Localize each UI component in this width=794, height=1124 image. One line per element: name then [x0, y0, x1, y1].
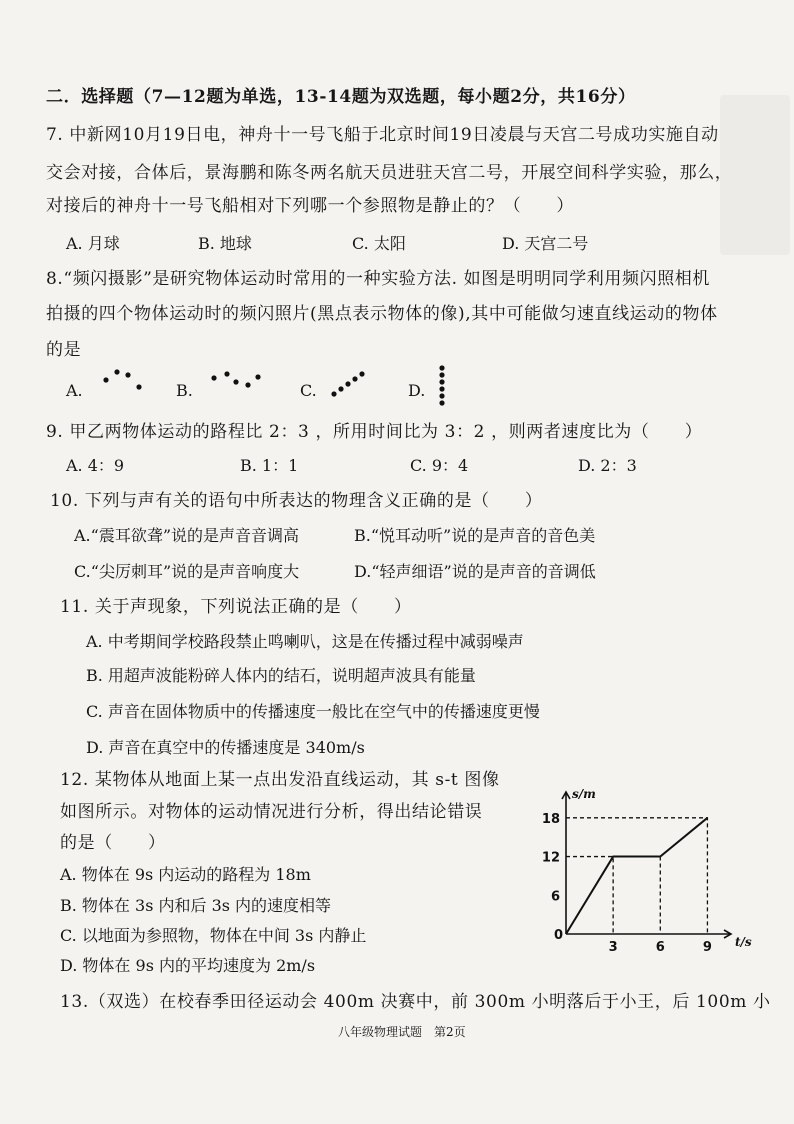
q8-strobe-b [206, 366, 276, 396]
q7-line-2: 交会对接，合体后，景海鹏和陈冬两名航天员进驻天宫二号，开展空间科学实验，那么， [46, 163, 733, 183]
q7-option-d[interactable]: D. 天宫二号 [502, 234, 589, 253]
s-t-series-line [566, 818, 707, 934]
q11-option-c[interactable]: C. 声音在固体物质中的传播速度一般比在空气中的传播速度更慢 [86, 702, 540, 721]
strobe-dot [114, 369, 119, 374]
q9-option-d[interactable]: D. 2：3 [578, 456, 637, 475]
q9-option-b[interactable]: B. 1：1 [240, 456, 299, 475]
strobe-dot [338, 386, 343, 391]
x-tick-label: 6 [655, 940, 665, 955]
section-title: 二．选择题（7—12题为单选，13-14题为双选题，每小题2分，共16分） [46, 87, 636, 107]
q11-option-a[interactable]: A. 中考期间学校路段禁止鸣喇叭，这是在传播过程中减弱噪声 [86, 632, 524, 651]
strobe-dot [345, 381, 350, 386]
q12-option-b[interactable]: B. 物体在 3s 内和后 3s 内的速度相等 [60, 896, 332, 915]
q8-strobe-d [432, 362, 452, 406]
strobe-dot [245, 382, 250, 387]
q7-line-1: 7. 中新网10月19日电，神舟十一号飞船于北京时间19日凌晨与天宫二号成功实施自动 [46, 125, 719, 145]
y-tick-label: 18 [541, 811, 560, 827]
q7-option-a[interactable]: A. 月球 [66, 234, 120, 253]
x-tick-label: 9 [702, 940, 712, 955]
q10-line-1: 10. 下列与声有关的语句中所表达的物理含义正确的是（ ） [50, 491, 543, 511]
strobe-dot [439, 379, 444, 384]
strobe-dot [439, 393, 444, 398]
s-t-graph [530, 786, 752, 955]
q10-option-d[interactable]: D.“轻声细语”说的是声音的音调低 [354, 562, 596, 581]
strobe-dot [359, 371, 364, 376]
q11-option-d[interactable]: D. 声音在真空中的传播速度是 340m/s [86, 738, 365, 757]
q8-line-1: 8.“频闪摄影”是研究物体运动时常用的一种实验方法. 如图是明明同学利用频闪照相机 [46, 269, 711, 289]
y-axis-label: s/m [572, 787, 596, 801]
q12-line-2: 如图所示。对物体的运动情况进行分析，得出结论错误 [60, 802, 483, 822]
strobe-dot [103, 377, 108, 382]
q8-line-3: 的是 [46, 340, 82, 360]
q10-option-c[interactable]: C.“尖厉刺耳”说的是声音响度大 [74, 562, 300, 581]
q12-line-3: 的是（ ） [60, 833, 166, 853]
strobe-dot [439, 365, 444, 370]
q8-strobe-a [96, 366, 156, 396]
q12-line-1: 12. 某物体从地面上某一点出发沿直线运动，其 s-t 图像 [60, 770, 500, 790]
q7-line-3: 对接后的神舟十一号飞船相对下列哪一个参照物是静止的？（ ） [46, 196, 574, 216]
page-footer: 八年级物理试题 第2页 [338, 1025, 466, 1039]
origin-label: 0 [554, 928, 564, 943]
strobe-dot [331, 391, 336, 396]
strobe-dot [136, 384, 141, 389]
q8-option-a[interactable]: A. [66, 381, 83, 400]
q7-option-c[interactable]: C. 太阳 [352, 234, 406, 253]
x-tick-label: 3 [608, 940, 618, 955]
strobe-dot [211, 375, 216, 380]
strobe-dot [352, 376, 357, 381]
q9-option-c[interactable]: C. 9：4 [410, 456, 469, 475]
strobe-dot [439, 386, 444, 391]
x-axis-label: t/s [735, 935, 752, 949]
q11-option-b[interactable]: B. 用超声波能粉碎人体内的结石，说明超声波具有能量 [86, 666, 476, 685]
q12-option-a[interactable]: A. 物体在 9s 内运动的路程为 18m [60, 865, 311, 884]
q8-option-b[interactable]: B. [176, 381, 193, 400]
y-tick-label: 6 [550, 889, 560, 905]
strobe-dot [125, 372, 130, 377]
q8-option-d[interactable]: D. [408, 381, 426, 400]
q10-option-a[interactable]: A.“震耳欲聋”说的是声音音调高 [74, 526, 300, 545]
q11-line-1: 11. 关于声现象，下列说法正确的是（ ） [60, 597, 412, 617]
y-tick-label: 12 [541, 850, 560, 866]
strobe-dot [439, 372, 444, 377]
q9-option-a[interactable]: A. 4：9 [66, 456, 125, 475]
q13-line-1: 13.（双选）在校春季田径运动会 400m 决赛中，前 300m 小明落后于小王，后 100m 小 [60, 992, 771, 1012]
q7-option-b[interactable]: B. 地球 [198, 234, 252, 253]
q9-line-1: 9. 甲乙两物体运动的路程比 2：3 ，所用时间比为 3：2 ，则两者速度比为（ ） [46, 422, 703, 442]
strobe-dot [224, 371, 229, 376]
q8-strobe-c [326, 364, 376, 400]
strobe-dot [255, 374, 260, 379]
q12-option-d[interactable]: D. 物体在 9s 内的平均速度为 2m/s [60, 956, 316, 975]
q8-option-c[interactable]: C. [300, 381, 317, 400]
q12-option-c[interactable]: C. 以地面为参照物，物体在中间 3s 内静止 [60, 926, 367, 945]
strobe-dot [439, 400, 444, 405]
q8-line-2: 拍摄的四个物体运动时的频闪照片(黑点表示物体的像),其中可能做匀速直线运动的物体 [46, 304, 718, 324]
strobe-dot [233, 379, 238, 384]
q10-option-b[interactable]: B.“悦耳动听”说的是声音的音色美 [354, 526, 596, 545]
